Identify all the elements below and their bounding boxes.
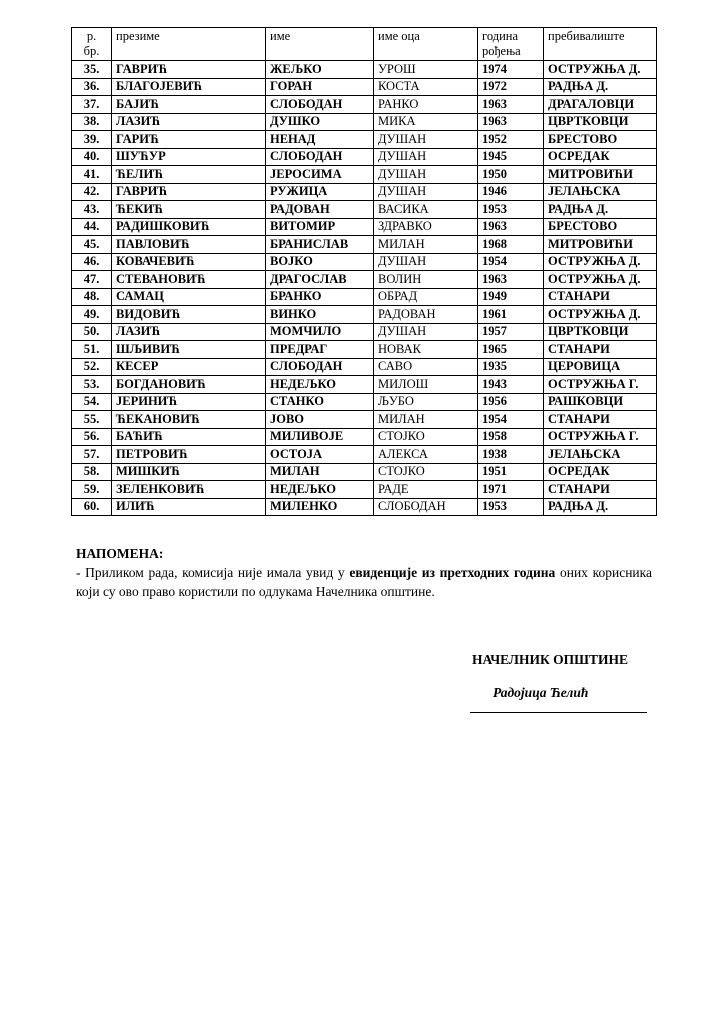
cell-num: 58. (72, 463, 112, 481)
cell-num: 36. (72, 78, 112, 96)
table-row (72, 236, 657, 254)
cell-father: ДУШАН (374, 166, 478, 184)
cell-father: СТОЈКО (374, 463, 478, 481)
cell-year: 1963 (478, 271, 544, 289)
cell-num: 56. (72, 428, 112, 446)
table-row (72, 148, 657, 166)
cell-father: ВОЛИН (374, 271, 478, 289)
cell-surname: ВИДОВИЋ (112, 306, 266, 324)
signature-title: НАЧЕЛНИК ОПШТИНЕ (472, 652, 628, 667)
cell-name: ДРАГОСЛАВ (266, 271, 374, 289)
cell-residence: СТАНАРИ (544, 411, 657, 429)
table-row (72, 306, 657, 324)
table-row (72, 218, 657, 236)
cell-year: 1972 (478, 78, 544, 96)
cell-surname: ГАВРИЋ (112, 61, 266, 79)
cell-residence: ЦВРТКОВЦИ (544, 323, 657, 341)
cell-surname: БОГДАНОВИЋ (112, 376, 266, 394)
cell-surname: КОВАЧЕВИЋ (112, 253, 266, 271)
cell-name: ВОЈКО (266, 253, 374, 271)
cell-name: НЕДЕЉКО (266, 376, 374, 394)
cell-residence: ОСРЕДАК (544, 463, 657, 481)
cell-residence: ОСТРУЖЊА Д. (544, 253, 657, 271)
cell-num: 44. (72, 218, 112, 236)
cell-year: 1954 (478, 253, 544, 271)
table-row (72, 288, 657, 306)
table-row (72, 323, 657, 341)
table-row (72, 481, 657, 499)
table-row (72, 393, 657, 411)
cell-name: ЈЕРОСИМА (266, 166, 374, 184)
cell-surname: ЋЕЛИЋ (112, 166, 266, 184)
table-row (72, 498, 657, 516)
cell-father: ДУШАН (374, 323, 478, 341)
cell-residence: СТАНАРИ (544, 288, 657, 306)
cell-father: РАДЕ (374, 481, 478, 499)
cell-father: УРОШ (374, 61, 478, 79)
header-residence: пребивалиште (544, 28, 657, 61)
cell-surname: ЋЕКИЋ (112, 201, 266, 219)
cell-name: РАДОВАН (266, 201, 374, 219)
cell-father: КОСТА (374, 78, 478, 96)
cell-residence: ЦЕРОВИЦА (544, 358, 657, 376)
cell-name: МОМЧИЛО (266, 323, 374, 341)
cell-surname: БАЋИЋ (112, 428, 266, 446)
cell-year: 1945 (478, 148, 544, 166)
cell-residence: ОСТРУЖЊА Г. (544, 428, 657, 446)
cell-year: 1963 (478, 218, 544, 236)
table-row (72, 61, 657, 79)
cell-name: ПРЕДРАГ (266, 341, 374, 359)
cell-residence: ДРАГАЛОВЦИ (544, 96, 657, 114)
cell-name: МИЛАН (266, 463, 374, 481)
cell-name: СЛОБОДАН (266, 358, 374, 376)
cell-num: 35. (72, 61, 112, 79)
cell-num: 42. (72, 183, 112, 201)
cell-name: НЕДЕЉКО (266, 481, 374, 499)
cell-residence: ЦВРТКОВЦИ (544, 113, 657, 131)
cell-num: 45. (72, 236, 112, 254)
header-father-name: име оца (374, 28, 478, 61)
cell-num: 57. (72, 446, 112, 464)
cell-surname: КЕСЕР (112, 358, 266, 376)
cell-surname: ГАРИЋ (112, 131, 266, 149)
cell-surname: ГАВРИЋ (112, 183, 266, 201)
cell-name: БРАНКО (266, 288, 374, 306)
cell-father: ДУШАН (374, 131, 478, 149)
cell-year: 1965 (478, 341, 544, 359)
cell-name: ВИТОМИР (266, 218, 374, 236)
cell-surname: ЋЕКАНОВИЋ (112, 411, 266, 429)
cell-num: 53. (72, 376, 112, 394)
cell-year: 1954 (478, 411, 544, 429)
note-text: - Приликом рада, комисија није имала увид у евиденције из претходних година оних корисника који су ово право користили по одлукама Начелника општине. (76, 565, 652, 599)
cell-residence: СТАНАРИ (544, 481, 657, 499)
cell-residence: ЈЕЛАЊСКА (544, 183, 657, 201)
cell-year: 1957 (478, 323, 544, 341)
table-row (72, 358, 657, 376)
cell-father: РАДОВАН (374, 306, 478, 324)
cell-surname: ПАВЛОВИЋ (112, 236, 266, 254)
cell-name: СЛОБОДАН (266, 148, 374, 166)
cell-year: 1974 (478, 61, 544, 79)
cell-num: 47. (72, 271, 112, 289)
cell-year: 1971 (478, 481, 544, 499)
cell-surname: БАЈИЋ (112, 96, 266, 114)
cell-residence: РАШКОВЦИ (544, 393, 657, 411)
cell-year: 1946 (478, 183, 544, 201)
cell-residence: ОСТРУЖЊА Д. (544, 61, 657, 79)
note-title: НАПОМЕНА: (76, 546, 164, 561)
cell-father: АЛЕКСА (374, 446, 478, 464)
table-row (72, 166, 657, 184)
cell-num: 48. (72, 288, 112, 306)
cell-num: 51. (72, 341, 112, 359)
cell-father: МИЛАН (374, 236, 478, 254)
cell-residence: СТАНАРИ (544, 341, 657, 359)
cell-name: РУЖИЦА (266, 183, 374, 201)
cell-residence: МИТРОВИЋИ (544, 166, 657, 184)
cell-father: ВАСИКА (374, 201, 478, 219)
cell-surname: РАДИШКОВИЋ (112, 218, 266, 236)
cell-name: ДУШКО (266, 113, 374, 131)
cell-year: 1958 (478, 428, 544, 446)
cell-num: 50. (72, 323, 112, 341)
cell-num: 39. (72, 131, 112, 149)
cell-father: МИЛАН (374, 411, 478, 429)
cell-father: РАНКО (374, 96, 478, 114)
table-row (72, 131, 657, 149)
table-row (72, 183, 657, 201)
beneficiaries-table (71, 27, 657, 516)
header-birth-year: година рођења (478, 28, 544, 61)
cell-surname: ЗЕЛЕНКОВИЋ (112, 481, 266, 499)
cell-surname: БЛАГОЈЕВИЋ (112, 78, 266, 96)
cell-num: 43. (72, 201, 112, 219)
table-row (72, 271, 657, 289)
cell-year: 1956 (478, 393, 544, 411)
table-row (72, 253, 657, 271)
cell-num: 54. (72, 393, 112, 411)
signature-name: Радојица Ћелић (493, 685, 589, 700)
cell-residence: ЈЕЛАЊСКА (544, 446, 657, 464)
cell-father: МИЛОШ (374, 376, 478, 394)
table-row (72, 446, 657, 464)
cell-father: САВО (374, 358, 478, 376)
cell-residence: МИТРОВИЋИ (544, 236, 657, 254)
cell-num: 41. (72, 166, 112, 184)
cell-num: 59. (72, 481, 112, 499)
cell-father: ДУШАН (374, 253, 478, 271)
cell-year: 1951 (478, 463, 544, 481)
cell-name: ЖЕЉКО (266, 61, 374, 79)
cell-surname: ИЛИЋ (112, 498, 266, 516)
table-row (72, 428, 657, 446)
cell-year: 1953 (478, 201, 544, 219)
cell-name: МИЛЕНКО (266, 498, 374, 516)
table-row (72, 341, 657, 359)
cell-residence: БРЕСТОВО (544, 218, 657, 236)
cell-surname: СТЕВАНОВИЋ (112, 271, 266, 289)
cell-residence: БРЕСТОВО (544, 131, 657, 149)
cell-surname: ЛАЗИЋ (112, 323, 266, 341)
cell-surname: ПЕТРОВИЋ (112, 446, 266, 464)
table-row (72, 463, 657, 481)
cell-surname: ШЉИВИЋ (112, 341, 266, 359)
cell-father: ДУШАН (374, 183, 478, 201)
cell-year: 1935 (478, 358, 544, 376)
cell-year: 1950 (478, 166, 544, 184)
cell-name: ВИНКО (266, 306, 374, 324)
table-row (72, 96, 657, 114)
cell-num: 55. (72, 411, 112, 429)
cell-year: 1961 (478, 306, 544, 324)
table-row (72, 376, 657, 394)
table-row (72, 201, 657, 219)
cell-residence: РАДЊА Д. (544, 201, 657, 219)
cell-num: 37. (72, 96, 112, 114)
cell-num: 46. (72, 253, 112, 271)
cell-name: ГОРАН (266, 78, 374, 96)
cell-name: СЛОБОДАН (266, 96, 374, 114)
cell-year: 1963 (478, 113, 544, 131)
cell-father: МИКА (374, 113, 478, 131)
cell-residence: ОСРЕДАК (544, 148, 657, 166)
cell-surname: ЛАЗИЋ (112, 113, 266, 131)
cell-year: 1968 (478, 236, 544, 254)
cell-num: 60. (72, 498, 112, 516)
cell-surname: ШУЋУР (112, 148, 266, 166)
cell-surname: ЈЕРИНИЋ (112, 393, 266, 411)
cell-num: 38. (72, 113, 112, 131)
cell-year: 1943 (478, 376, 544, 394)
cell-residence: ОСТРУЖЊА Д. (544, 306, 657, 324)
cell-name: МИЛИВОЈЕ (266, 428, 374, 446)
table-header-row (72, 28, 657, 61)
cell-year: 1938 (478, 446, 544, 464)
header-name: име (266, 28, 374, 61)
cell-name: ОСТОЈА (266, 446, 374, 464)
cell-num: 40. (72, 148, 112, 166)
cell-year: 1949 (478, 288, 544, 306)
cell-surname: МИШКИЋ (112, 463, 266, 481)
cell-father: ОБРАД (374, 288, 478, 306)
cell-num: 52. (72, 358, 112, 376)
cell-father: ЗДРАВКО (374, 218, 478, 236)
cell-residence: ОСТРУЖЊА Д. (544, 271, 657, 289)
cell-surname: САМАЦ (112, 288, 266, 306)
cell-residence: РАДЊА Д. (544, 498, 657, 516)
cell-father: СЛОБОДАН (374, 498, 478, 516)
table-body (72, 61, 657, 516)
table-row (72, 113, 657, 131)
cell-father: СТОЈКО (374, 428, 478, 446)
cell-father: ЉУБО (374, 393, 478, 411)
cell-father: ДУШАН (374, 148, 478, 166)
header-surname: презиме (112, 28, 266, 61)
cell-num: 49. (72, 306, 112, 324)
cell-residence: РАДЊА Д. (544, 78, 657, 96)
cell-year: 1953 (478, 498, 544, 516)
table-row (72, 411, 657, 429)
header-num: р. бр. (72, 28, 112, 61)
table-row (72, 78, 657, 96)
cell-name: НЕНАД (266, 131, 374, 149)
cell-name: ЈОВО (266, 411, 374, 429)
cell-year: 1952 (478, 131, 544, 149)
cell-name: БРАНИСЛАВ (266, 236, 374, 254)
cell-year: 1963 (478, 96, 544, 114)
cell-residence: ОСТРУЖЊА Г. (544, 376, 657, 394)
signature-line (470, 712, 647, 713)
cell-name: СТАНКО (266, 393, 374, 411)
cell-father: НОВАК (374, 341, 478, 359)
